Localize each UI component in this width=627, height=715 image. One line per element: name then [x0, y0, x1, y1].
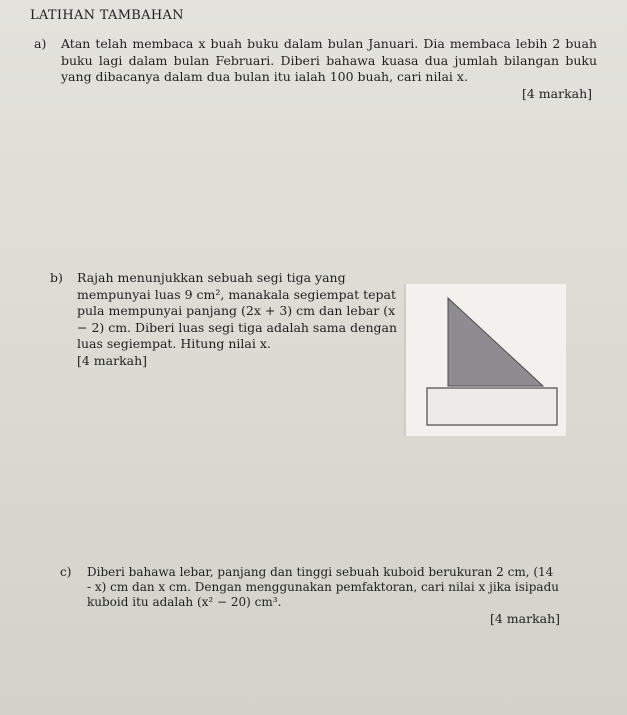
triangle-rectangle-figure	[406, 284, 566, 436]
question-a-marks: [4 markah]	[522, 86, 593, 101]
question-a-text: Atan telah membaca x buah buku dalam bulan Januari. Dia membaca lebih 2 buah buku lagi dalam bulan Februari. Diberi bahawa kuasa dua jumlah bilangan buku yang dibacanya dalam dua bulan itu ialah 100 buah, cari nilai x.	[61, 36, 597, 84]
question-c-text: Diberi bahawa lebar, panjang dan tinggi sebuah kuboid berukuran 2 cm, (14 - x) cm dan x cm. Dengan menggunakan pemfaktoran, cari nilai x jika isipadu kuboid itu adalah (x² − 20) cm³.	[87, 565, 559, 609]
rectangle-shape	[427, 388, 557, 425]
worksheet-title: LATIHAN TAMBAHAN	[30, 8, 184, 23]
question-c-number: c)	[60, 565, 72, 579]
question-b-marks: [4 markah]	[77, 352, 148, 368]
question-b	[50, 270, 405, 368]
question-b-text: Rajah menunjukkan sebuah segi tiga yang mempunyai luas 9 cm², manakala segiempat tepat pula mempunyai panjang (2x + 3) cm dan lebar (x − 2) cm. Diberi luas segi tiga adalah sama dengan luas segiempat. Hitung nilai x.	[77, 270, 398, 351]
question-a-number: a)	[34, 36, 47, 51]
triangle-shape	[448, 298, 543, 386]
question-c	[60, 565, 560, 635]
question-a	[34, 36, 599, 106]
question-b-number: b)	[50, 270, 63, 285]
question-c-marks: [4 markah]	[490, 611, 561, 626]
